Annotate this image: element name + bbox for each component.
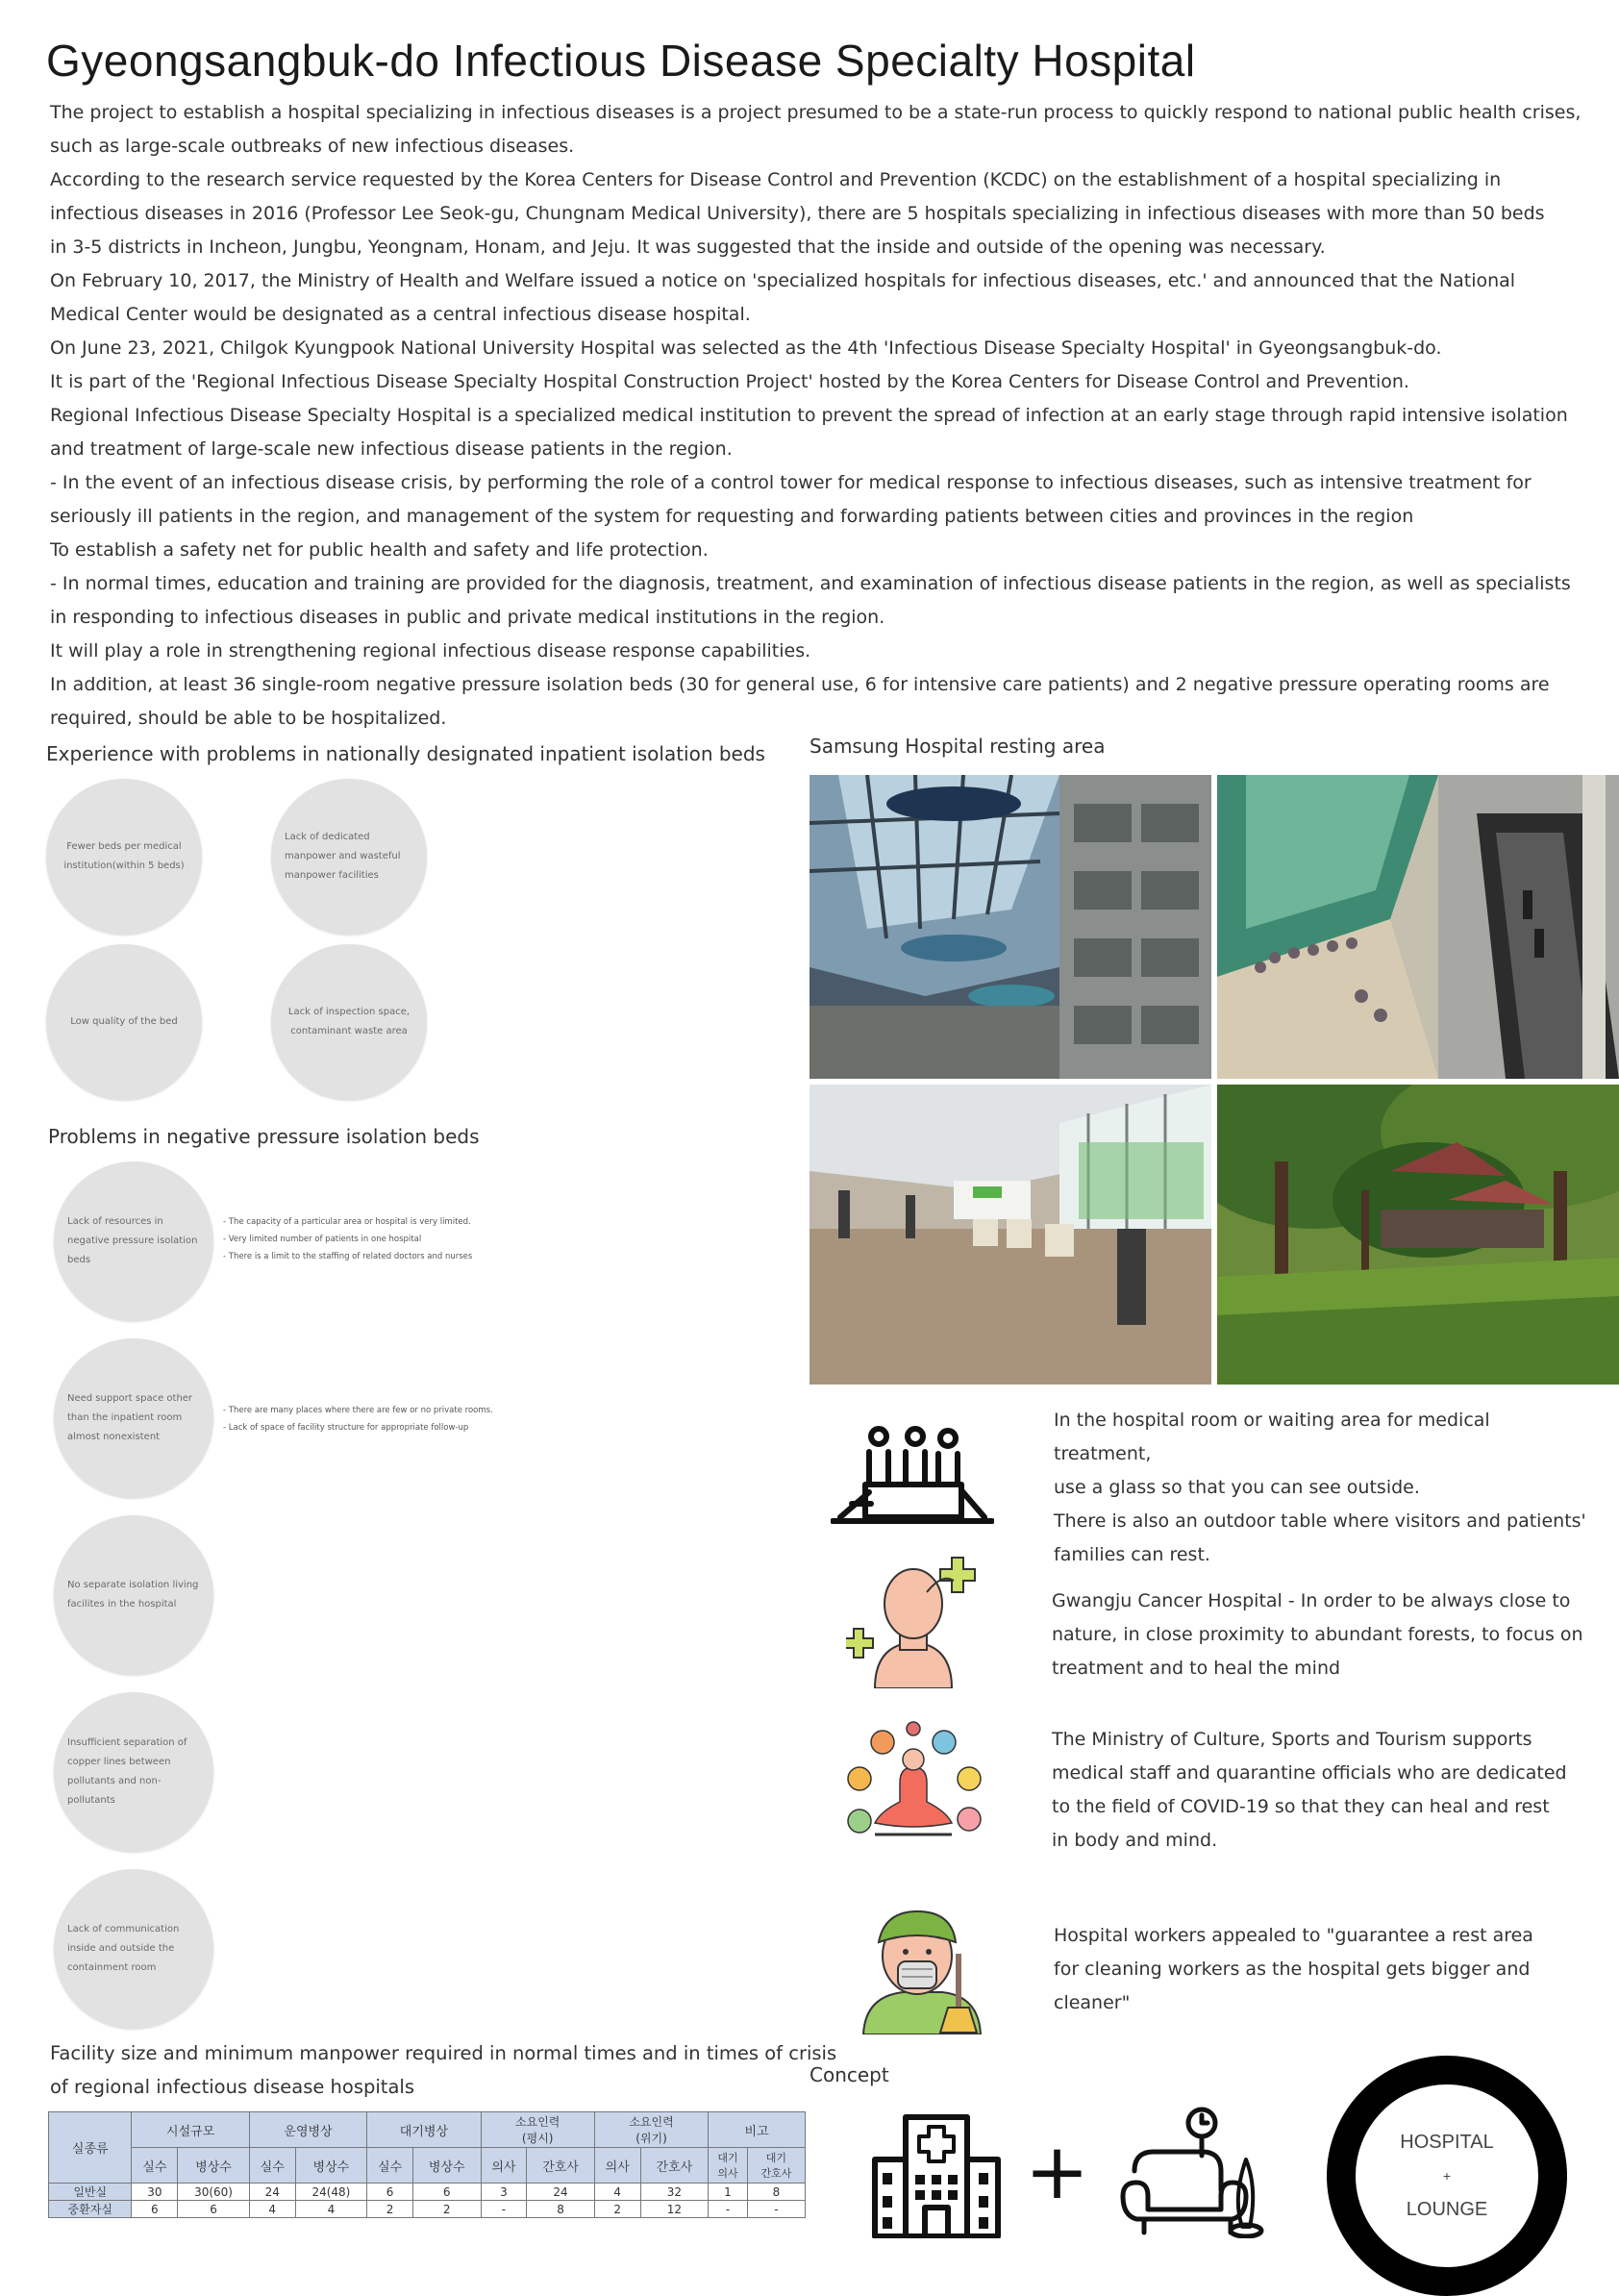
problem-note: - Lack of space of facility structure for appropriate follow-up <box>223 1423 469 1433</box>
intro-line: Medical Center would be designated as a central infectious disease hospital. <box>50 304 751 325</box>
ring-label-top: HOSPITAL <box>1400 2131 1494 2153</box>
case-text <box>1052 1723 1590 1858</box>
problem-note: - The capacity of a particular area or hospital is very limited. <box>223 1217 471 1227</box>
problem-item <box>54 1869 213 2029</box>
problem-note: - There is a limit to the staffing of related doctors and nurses <box>223 1252 473 1261</box>
experience-item <box>46 779 202 935</box>
table-subheader: 의사 <box>594 2148 640 2184</box>
table-cell: 30 <box>132 2184 178 2201</box>
case-line: medical staff and quarantine officials who are dedicated <box>1052 1762 1567 1784</box>
problem-notes <box>223 1213 472 1265</box>
table-cell: 6 <box>132 2201 178 2218</box>
meditation-wellness-icon <box>840 1721 986 1856</box>
atrium-photo <box>810 775 1211 1079</box>
lounge-chair-icon <box>1115 2104 1267 2238</box>
facility-table <box>48 2111 806 2218</box>
table-subheader: 실수 <box>132 2148 178 2184</box>
concept-plus: + <box>1025 2127 1090 2216</box>
table-subheader: 대기 간호사 <box>747 2148 805 2184</box>
intro-line: Regional Infectious Disease Specialty Hospital is a specialized medical institution to prevent the spread of infection at an early stage through rapid intensive isolation <box>50 405 1568 426</box>
table-subheader: 간호사 <box>640 2148 709 2184</box>
problem-item <box>54 1515 213 1675</box>
experience-item <box>271 779 427 935</box>
table-row <box>49 2201 806 2218</box>
escalator-photo <box>1217 775 1619 1079</box>
table-cell: 6 <box>178 2201 250 2218</box>
table-cell: 6 <box>367 2184 413 2201</box>
problem-notes <box>223 1402 493 1436</box>
table-subheader: 의사 <box>481 2148 527 2184</box>
problem-item <box>54 1692 213 1852</box>
case-line: treatment and to heal the mind <box>1052 1658 1341 1679</box>
table-cell: 8 <box>527 2201 595 2218</box>
intro-text <box>50 96 1588 736</box>
table-group-header: 비고 <box>709 2112 806 2148</box>
problem-item-label: No separate isolation living facilites in the hospital <box>67 1580 199 1610</box>
table-subheader: 실수 <box>367 2148 413 2184</box>
problem-item-label: Insufficient separation of copper lines between pollutants and non-pollutants <box>67 1737 187 1806</box>
table-cell: 12 <box>640 2201 709 2218</box>
experience-item <box>271 944 427 1100</box>
case-text <box>1052 1585 1590 1685</box>
experience-item-label: Lack of inspection space, contaminant waste area <box>287 1007 411 1036</box>
experience-item-label: Low quality of the bed <box>70 1016 178 1027</box>
case-line: nature, in close proximity to abundant forests, to focus on <box>1052 1624 1583 1645</box>
concept-heading: Concept <box>810 2063 889 2086</box>
case-line: families can rest. <box>1054 1544 1210 1565</box>
problem-item <box>54 1161 213 1321</box>
experience-item-label: Fewer beds per medical institution(within 5 beds) <box>63 841 185 871</box>
table-subheader: 대기 의사 <box>709 2148 748 2184</box>
problem-item-label: Need support space other than the inpatient room almost nonexistent <box>67 1393 193 1442</box>
experience-item <box>46 944 202 1100</box>
table-corner-header: 실종류 <box>49 2112 132 2184</box>
garden-photo <box>1217 1085 1619 1385</box>
table-cell: 6 <box>412 2184 481 2201</box>
facility-heading-line: of regional infectious disease hospitals <box>50 2076 414 2098</box>
intro-line: According to the research service requested by the Korea Centers for Disease Control and Prevention (KCDC) on the establishment of a hospital specializing in <box>50 169 1502 190</box>
case-line: Gwangju Cancer Hospital - In order to be always close to <box>1052 1590 1571 1611</box>
table-subheader: 실수 <box>249 2148 295 2184</box>
case-line: In the hospital room or waiting area for medical treatment, <box>1054 1410 1490 1464</box>
intro-line: seriously ill patients in the region, and management of the system for requesting and forwarding patients between cities and provinces in the region <box>50 506 1414 527</box>
intro-line: - In the event of an infectious disease crisis, by performing the role of a control tower for medical response to infectious diseases, such as intensive treatment for <box>50 472 1532 493</box>
table-cell: 30(60) <box>178 2184 250 2201</box>
table-cell: - <box>709 2201 748 2218</box>
table-subheader: 병상수 <box>412 2148 481 2184</box>
case-line: Hospital workers appealed to "guarantee a rest area <box>1054 1925 1533 1946</box>
table-cell: 4 <box>295 2201 367 2218</box>
problem-note: - Very limited number of patients in one hospital <box>223 1235 422 1244</box>
facility-heading-line: Facility size and minimum manpower required in normal times and in times of crisis <box>50 2042 837 2064</box>
table-cell: 32 <box>640 2184 709 2201</box>
experience-heading: Experience with problems in nationally designated inpatient isolation beds <box>46 742 765 765</box>
table-subheader: 병상수 <box>295 2148 367 2184</box>
facility-heading <box>50 2036 836 2104</box>
intro-line: such as large-scale outbreaks of new infectious diseases. <box>50 136 575 157</box>
table-cell: 2 <box>594 2201 640 2218</box>
table-group-header: 시설규모 <box>132 2112 249 2148</box>
intro-line: It is part of the 'Regional Infectious Disease Specialty Hospital Construction Project' hosted by the Korea Centers for Disease Control and Prevention. <box>50 371 1409 392</box>
table-cell: 2 <box>367 2201 413 2218</box>
problems-heading: Problems in negative pressure isolation beds <box>48 1125 480 1148</box>
intro-line: In addition, at least 36 single-room negative pressure isolation beds (30 for general use, 6 for intensive care patients) and 2 negative pressure operating rooms are <box>50 674 1550 695</box>
patient-health-icon <box>846 1554 981 1688</box>
case-line: to the field of COVID-19 so that they can heal and rest <box>1052 1796 1550 1817</box>
table-cell: 24 <box>527 2184 595 2201</box>
table-group-header: 소요인력 (평시) <box>481 2112 594 2148</box>
ring-label-bottom: LOUNGE <box>1406 2198 1488 2220</box>
problem-note: - There are many places where there are few or no private rooms. <box>223 1406 493 1415</box>
problem-item-label: Lack of communication inside and outside the containment room <box>67 1924 180 1973</box>
table-cell: - <box>481 2201 527 2218</box>
corridor-photo <box>810 1085 1211 1385</box>
cleaning-worker-icon <box>856 1904 990 2034</box>
case-text <box>1054 1404 1592 1572</box>
intro-line: On February 10, 2017, the Ministry of Health and Welfare issued a notice on 'specialized hospitals for infectious diseases, etc.' and announced that the National <box>50 270 1516 291</box>
table-row-label: 중환자실 <box>49 2201 132 2218</box>
intro-line: infectious diseases in 2016 (Professor Lee Seok-gu, Chungnam Medical University), there are 5 hospitals specializing in infectious diseases with more than 50 beds <box>50 203 1545 224</box>
table-cell: 3 <box>481 2184 527 2201</box>
table-cell: 4 <box>594 2184 640 2201</box>
intro-line: The project to establish a hospital specializing in infectious diseases is a project presumed to be a state-run process to quickly respond to national public health crises, <box>50 102 1582 123</box>
table-cell: 4 <box>249 2201 295 2218</box>
intro-line: It will play a role in strengthening regional infectious disease response capabilities. <box>50 640 811 661</box>
table-group-header: 소요인력 (위기) <box>594 2112 708 2148</box>
waiting-room-icon <box>831 1425 994 1531</box>
experience-item-label: Lack of dedicated manpower and wasteful manpower facilities <box>285 832 401 881</box>
problem-item-label: Lack of resources in negative pressure isolation beds <box>67 1216 198 1265</box>
table-cell: 24 <box>249 2184 295 2201</box>
table-cell: 1 <box>709 2184 748 2201</box>
table-group-header: 대기병상 <box>367 2112 481 2148</box>
table-row <box>49 2184 806 2201</box>
hospital-building-icon <box>869 2104 1004 2238</box>
samsung-heading: Samsung Hospital resting area <box>810 735 1106 758</box>
case-line: cleaner" <box>1054 1992 1131 2013</box>
page-title: Gyeongsangbuk-do Infectious Disease Specialty Hospital <box>46 36 1196 86</box>
case-text <box>1054 1919 1592 2020</box>
intro-line: - In normal times, education and training are provided for the diagnosis, treatment, and examination of infectious disease patients in the region, as well as specialists <box>50 573 1571 594</box>
table-cell: - <box>747 2201 805 2218</box>
case-line: for cleaning workers as the hospital gets bigger and <box>1054 1959 1531 1980</box>
intro-line: required, should be able to be hospitalized. <box>50 708 447 729</box>
problem-item <box>54 1338 213 1498</box>
case-line: The Ministry of Culture, Sports and Tourism supports <box>1052 1729 1532 1750</box>
intro-line: To establish a safety net for public health and safety and life protection. <box>50 539 709 561</box>
table-group-header: 운영병상 <box>249 2112 366 2148</box>
table-cell: 2 <box>412 2201 481 2218</box>
ring-label-plus: + <box>1442 2167 1452 2184</box>
case-line: use a glass so that you can see outside. <box>1054 1477 1420 1498</box>
case-line: There is also an outdoor table where visitors and patients' <box>1054 1510 1586 1532</box>
table-cell: 8 <box>747 2184 805 2201</box>
table-row-label: 일반실 <box>49 2184 132 2201</box>
table-subheader: 병상수 <box>178 2148 250 2184</box>
table-subheader: 간호사 <box>527 2148 595 2184</box>
intro-line: in responding to infectious diseases in public and private medical institutions in the region. <box>50 607 885 628</box>
hospital-lounge-ring <box>1327 2056 1567 2296</box>
table-cell: 24(48) <box>295 2184 367 2201</box>
intro-line: On June 23, 2021, Chilgok Kyungpook National University Hospital was selected as the 4th 'Infectious Disease Specialty Hospital' in Gyeongsangbuk-do. <box>50 337 1442 359</box>
intro-line: in 3-5 districts in Incheon, Jungbu, Yeongnam, Honam, and Jeju. It was suggested that the inside and outside of the opening was necessary. <box>50 237 1326 258</box>
case-line: in body and mind. <box>1052 1830 1218 1851</box>
intro-line: and treatment of large-scale new infectious disease patients in the region. <box>50 438 733 460</box>
